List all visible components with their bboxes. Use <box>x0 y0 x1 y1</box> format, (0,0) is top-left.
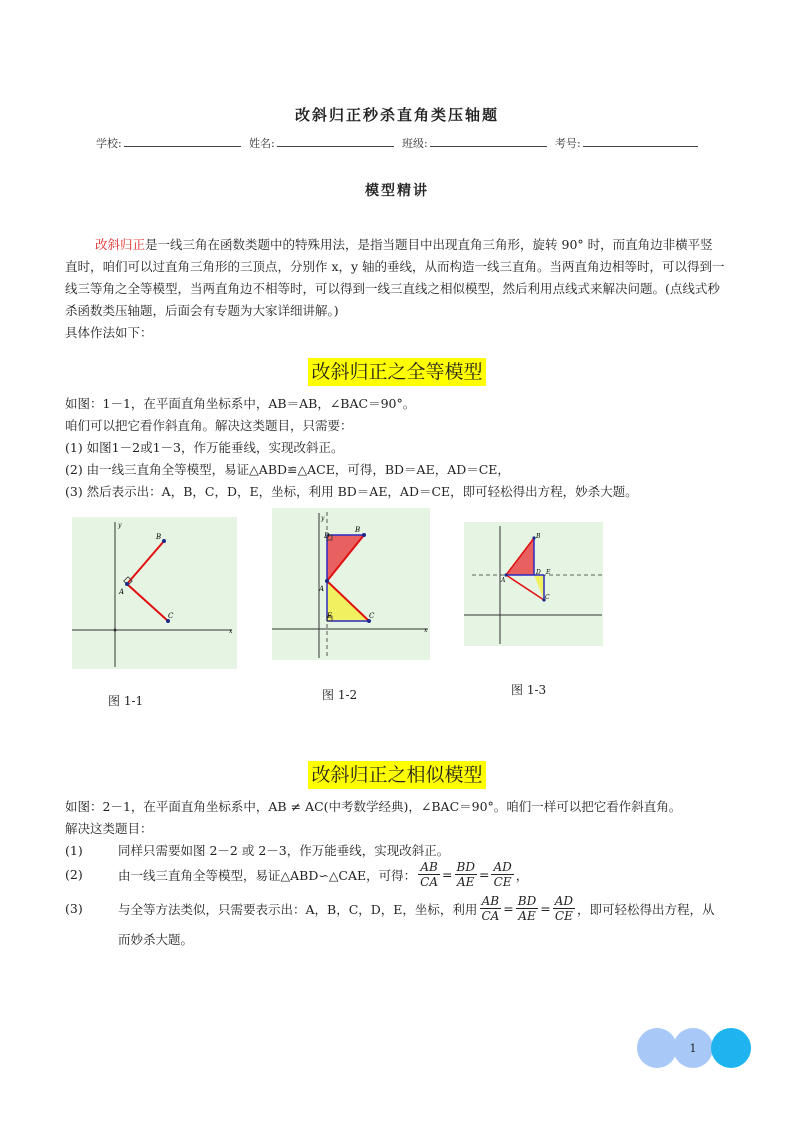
fraction-ad-ce: $\frac{AD}{CE}$ <box>493 860 512 889</box>
page-badge-circles <box>637 1028 751 1068</box>
segment-ab <box>127 541 164 584</box>
point-b <box>362 533 366 537</box>
student-info-line <box>96 135 706 151</box>
label-b: B <box>355 526 361 534</box>
label-a: A <box>501 577 506 584</box>
equals-sign: = <box>503 901 514 916</box>
equals-sign: = <box>540 901 551 916</box>
point-a <box>125 582 129 586</box>
school-label: 学校: <box>96 137 122 150</box>
figure-1-2-diagram <box>272 508 430 660</box>
segment-ac <box>127 584 168 621</box>
intro-how: 具体作法如下： <box>65 325 153 340</box>
label-c: C <box>168 612 174 620</box>
section1-step2: (2) 由一线三直角全等模型，易证△ABD≌△ACE，可得，BD＝AE，AD＝CE， <box>65 462 510 477</box>
section1-heading: 改斜归正之全等模型 <box>308 358 485 386</box>
step3-index: (3) <box>65 901 83 916</box>
figure-1-2-caption: 图 1-2 <box>322 688 358 702</box>
section2-step3-cont: 而妙杀大题。 <box>118 932 194 947</box>
exam-no-label: 考号: <box>555 137 581 150</box>
intro-highlight: 改斜归正 <box>95 237 146 252</box>
section2-step2 <box>65 860 528 889</box>
origin <box>114 629 117 632</box>
page-title: 改斜归正秒杀直角类压轴题 <box>294 106 499 124</box>
exam-no-blank <box>583 135 698 147</box>
label-x: x <box>229 628 233 635</box>
section2-line1: 如图：2－1，在平面直角坐标系中，AB ≠ AC(中考数学经典)，∠BAC＝90°。咱们一样可以把它看作斜直角。 <box>65 799 682 814</box>
label-d: D <box>536 569 541 576</box>
section1-heading-wrap <box>0 358 794 386</box>
label-a: A <box>119 588 125 596</box>
label-e: E <box>327 612 333 620</box>
label-c: C <box>545 594 550 601</box>
label-b: B <box>156 533 162 541</box>
fraction-ab-ca: $\frac{AB}{CA}$ <box>481 894 500 923</box>
figure-1-3-caption: 图 1-3 <box>511 683 547 697</box>
figure-1-3-diagram <box>464 522 603 646</box>
label-d: D <box>324 532 330 540</box>
label-c: C <box>369 612 375 620</box>
step3-text: 与全等方法类似，只需要表示出：A，B，C，D，E，坐标，利用 <box>118 901 478 917</box>
equals-sign: = <box>442 867 453 882</box>
figure-1-1 <box>72 517 237 669</box>
intro-text: 是一线三角在函数类题中的特殊用法，是指当题目中出现直角三角形，旋转 90° 时，而直角边非横平竖直时，咱们可以过直角三角形的三顶点，分别作 x，y 轴的垂线，从而构造一线三直角。当两直角边相等时，可以得到一线三等角之全等模型，当两直角边不相等时，可以得到一线三直线之相似模型，然后利用点线式来解决问题。(点线式秒杀函数类压轴题，后面会有专题为大家详细讲解。) <box>65 237 725 318</box>
fraction-bd-ae: $\frac{BD}{AE}$ <box>517 894 537 923</box>
step2-index: (2) <box>65 867 83 882</box>
name-blank <box>277 135 394 147</box>
label-e: E <box>546 569 551 576</box>
badge-circle-3 <box>711 1028 751 1068</box>
section2-heading: 改斜归正之相似模型 <box>308 761 485 789</box>
label-b: B <box>536 533 541 540</box>
label-a: A <box>319 585 325 593</box>
section1-line1: 如图：1－1，在平面直角坐标系中，AB＝AB，∠BAC＝90°。 <box>65 396 416 411</box>
page-number-badge <box>637 1028 751 1068</box>
label-y: y <box>321 515 325 522</box>
fraction-ab-ca: $\frac{AB}{CA}$ <box>420 860 439 889</box>
step1-index: (1) <box>65 842 83 858</box>
school-blank <box>124 135 241 147</box>
class-blank <box>430 135 547 147</box>
section2-step1 <box>65 841 449 859</box>
equals-sign: = <box>478 867 490 882</box>
point-b <box>162 539 166 543</box>
fraction-bd-ae: $\frac{BD}{AE}$ <box>456 860 475 889</box>
step1-text: 同样只需要如图 2－2 或 2－3，作万能垂线，实现改斜正。 <box>118 843 450 858</box>
intro-paragraph <box>65 234 725 322</box>
figure-1-2 <box>272 508 430 660</box>
section2-step3 <box>65 894 715 923</box>
figure-1-1-diagram <box>72 517 237 669</box>
step2-text: 由一线三直角全等模型，易证△ABD∽△CAE，可得： <box>118 867 417 883</box>
badge-circle-1 <box>637 1028 677 1068</box>
label-x: x <box>424 627 428 634</box>
fraction-ad-ce: $\frac{AD}{CE}$ <box>554 894 574 923</box>
section2-line2: 解决这类题目： <box>65 821 153 836</box>
page-number: 1 <box>689 1042 697 1055</box>
section1-line2: 咱们可以把它看作斜直角。解决这类题目，只需要： <box>65 418 353 433</box>
label-y: y <box>118 522 122 529</box>
section-subtitle: 模型精讲 <box>365 183 429 199</box>
section1-step1: (1) 如图1－2或1－3，作万能垂线，实现改斜正。 <box>65 440 344 455</box>
section2-heading-wrap <box>0 761 794 789</box>
section1-step3: (3) 然后表示出：A，B，C，D，E，坐标，利用 BD＝AE，AD＝CE，即可轻松得出方程，妙杀大题。 <box>65 484 638 499</box>
point-a <box>325 579 329 583</box>
class-label: 班级: <box>402 137 428 150</box>
comma: ， <box>515 867 529 883</box>
figure-1-3 <box>464 522 603 646</box>
figure-1-1-caption: 图 1-1 <box>108 694 144 708</box>
step3-text-post: ，即可轻松得出方程，从 <box>577 901 715 917</box>
name-label: 姓名: <box>249 137 275 150</box>
